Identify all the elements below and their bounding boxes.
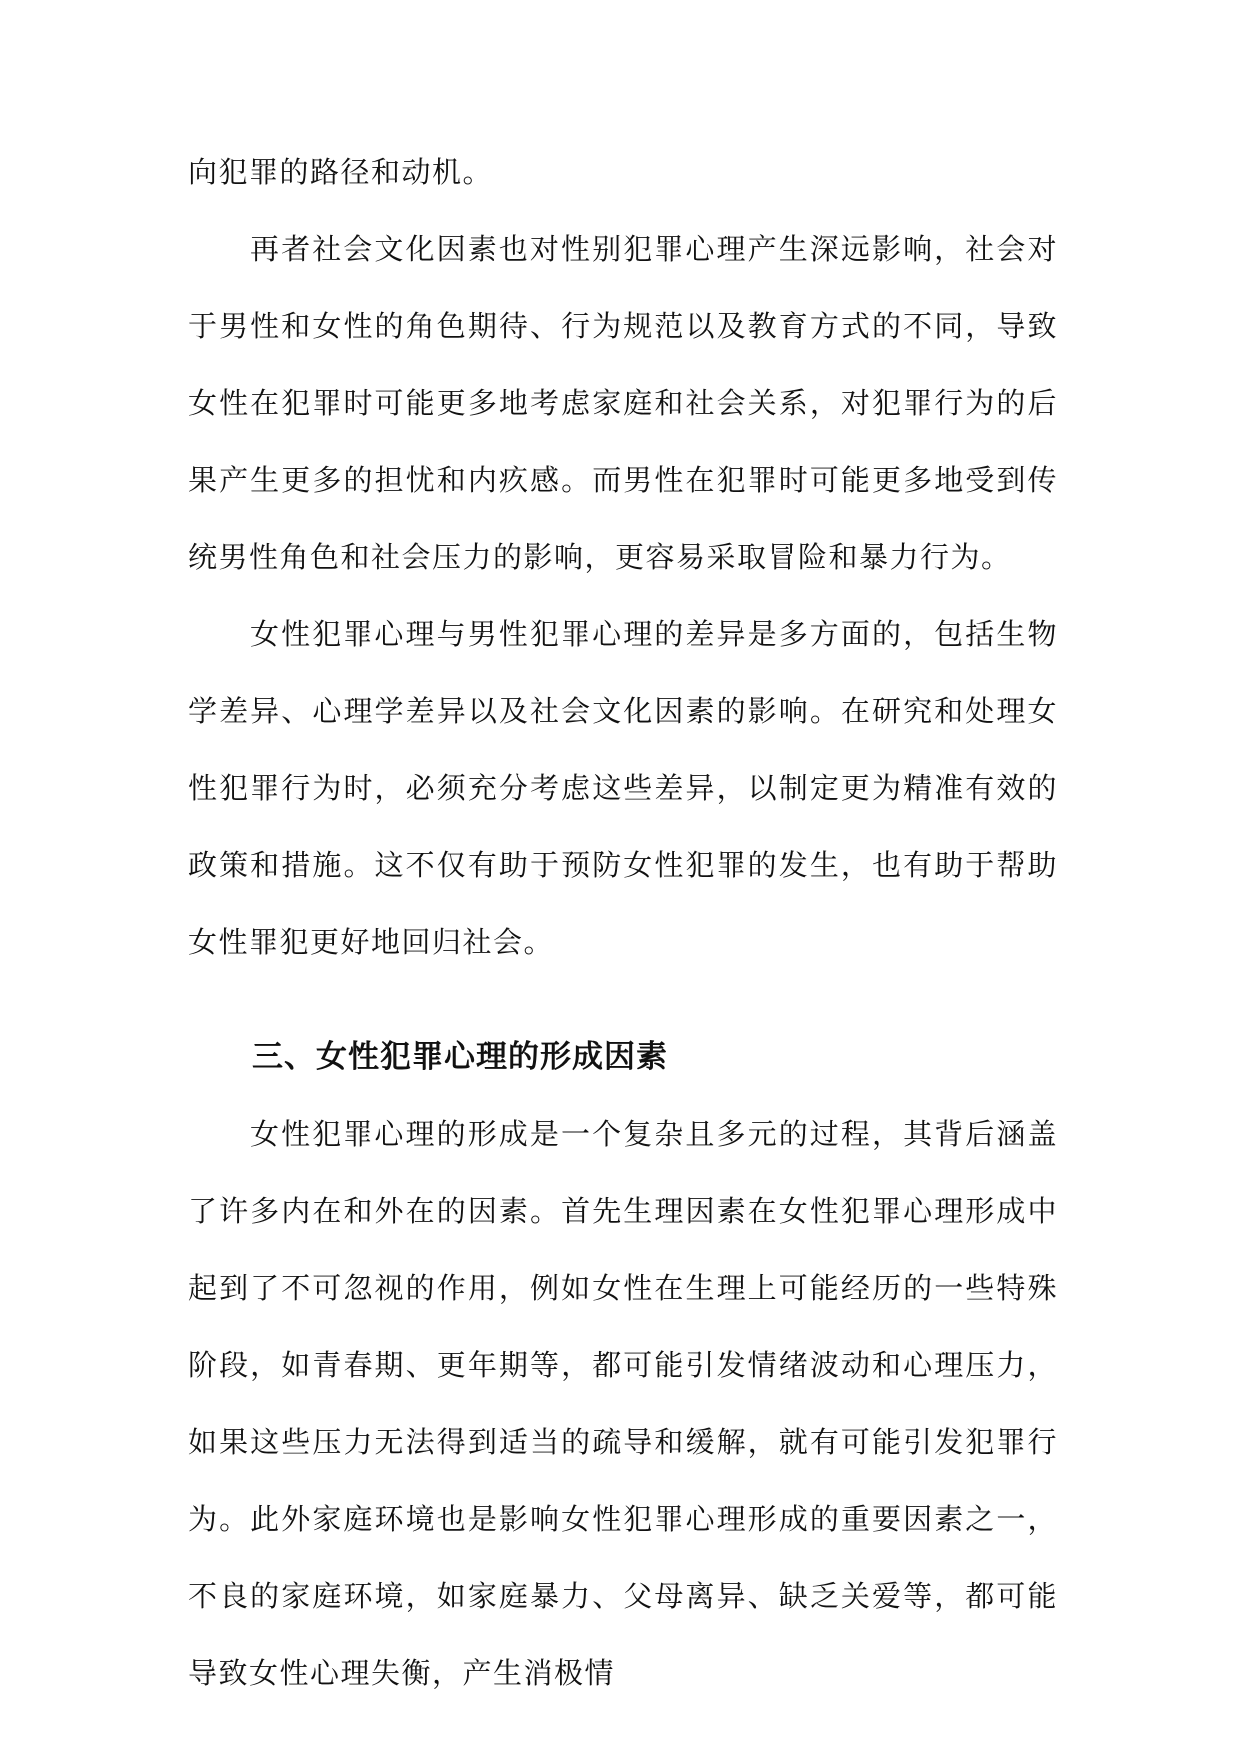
paragraph-formation-factors: 女性犯罪心理的形成是一个复杂且多元的过程，其背后涵盖了许多内在和外在的因素。首先生理因素在女性犯罪心理形成中起到了不可忽视的作用，例如女性在生理上可能经历的一些特殊阶段，如青春期、更年期等，都可能引发情绪波动和心理压力，如果这些压力无法得到适当的疏导和缓解，就有可能引发犯罪行为。此外家庭环境也是影响女性犯罪心理形成的重要因素之一，不良的家庭环境，如家庭暴力、父母离异、缺乏关爱等，都可能导致女性心理失衡，产生消极情: [188, 1117, 1058, 1690]
paragraph-social-culture: 再者社会文化因素也对性别犯罪心理产生深远影响，社会对于男性和女性的角色期待、行为规范以及教育方式的不同，导致女性在犯罪时可能更多地考虑家庭和社会关系，对犯罪行为的后果产生更多的担忧和内疚感。而男性在犯罪时可能更多地受到传统男性角色和社会压力的影响，更容易采取冒险和暴力行为。: [188, 232, 1058, 574]
section-heading: 三、女性犯罪心理的形成因素: [252, 1039, 668, 1075]
document-body: [188, 134, 1058, 1712]
paragraph-continuation: 向犯罪的路径和动机。: [188, 155, 494, 189]
paragraph-gender-differences: 女性犯罪心理与男性犯罪心理的差异是多方面的，包括生物学差异、心理学差异以及社会文化因素的影响。在研究和处理女性犯罪行为时，必须充分考虑这些差异，以制定更为精准有效的政策和措施。这不仅有助于预防女性犯罪的发生，也有助于帮助女性罪犯更好地回归社会。: [188, 617, 1058, 959]
